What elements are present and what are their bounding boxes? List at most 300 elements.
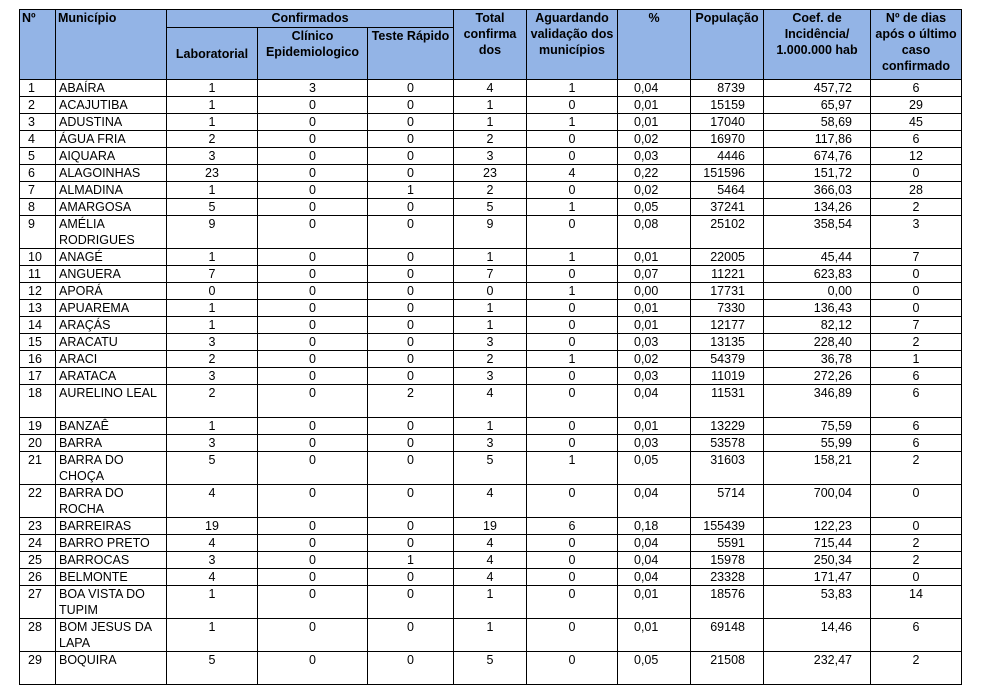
- populacao-cell: 13135: [691, 334, 764, 351]
- dias-cell: 2: [871, 199, 962, 216]
- total-cell: 1: [454, 418, 527, 435]
- aguardando-cell: 0: [527, 266, 618, 283]
- total-cell: 3: [454, 334, 527, 351]
- table-row: [20, 114, 962, 131]
- municipio-cell: AMÉLIA RODRIGUES: [56, 216, 167, 249]
- row-number: 14: [20, 317, 56, 334]
- laboratorial-cell: 3: [167, 148, 258, 165]
- dias-cell: 7: [871, 317, 962, 334]
- laboratorial-cell: 1: [167, 97, 258, 114]
- percent-cell: 0,02: [618, 131, 691, 148]
- table-row: [20, 300, 962, 317]
- clinico-cell: 0: [258, 334, 368, 351]
- header-aguardando: Aguardando validação dos municípios: [527, 10, 618, 80]
- teste-rapido-cell: 0: [368, 80, 454, 97]
- total-cell: 2: [454, 131, 527, 148]
- aguardando-cell: 0: [527, 182, 618, 199]
- laboratorial-cell: 7: [167, 266, 258, 283]
- coef-incidencia-cell: 623,83: [764, 266, 871, 283]
- clinico-cell: 0: [258, 249, 368, 266]
- total-cell: 23: [454, 165, 527, 182]
- table-row: [20, 182, 962, 199]
- percent-cell: 0,05: [618, 652, 691, 685]
- row-number: 27: [20, 586, 56, 619]
- teste-rapido-cell: 0: [368, 485, 454, 518]
- coef-incidencia-cell: 65,97: [764, 97, 871, 114]
- row-number: 29: [20, 652, 56, 685]
- teste-rapido-cell: 1: [368, 182, 454, 199]
- clinico-cell: 0: [258, 569, 368, 586]
- populacao-cell: 23328: [691, 569, 764, 586]
- municipio-cell: ACAJUTIBA: [56, 97, 167, 114]
- table-row: [20, 249, 962, 266]
- laboratorial-cell: 1: [167, 300, 258, 317]
- teste-rapido-cell: 0: [368, 266, 454, 283]
- aguardando-cell: 0: [527, 317, 618, 334]
- header-laboratorial: Laboratorial: [167, 28, 258, 80]
- header-num: Nº: [20, 10, 56, 80]
- aguardando-cell: 1: [527, 249, 618, 266]
- teste-rapido-cell: 0: [368, 148, 454, 165]
- header-clinico: Clínico Epidemiologico: [258, 28, 368, 80]
- laboratorial-cell: 2: [167, 131, 258, 148]
- row-number: 10: [20, 249, 56, 266]
- populacao-cell: 5591: [691, 535, 764, 552]
- populacao-cell: 18576: [691, 586, 764, 619]
- laboratorial-cell: 0: [167, 283, 258, 300]
- teste-rapido-cell: 0: [368, 418, 454, 435]
- teste-rapido-cell: 0: [368, 619, 454, 652]
- laboratorial-cell: 1: [167, 80, 258, 97]
- table-row: [20, 586, 962, 619]
- aguardando-cell: 0: [527, 300, 618, 317]
- municipio-cell: BOA VISTA DO TUPIM: [56, 586, 167, 619]
- percent-cell: 0,03: [618, 435, 691, 452]
- row-number: 24: [20, 535, 56, 552]
- dias-cell: 0: [871, 518, 962, 535]
- row-number: 13: [20, 300, 56, 317]
- laboratorial-cell: 4: [167, 485, 258, 518]
- percent-cell: 0,01: [618, 249, 691, 266]
- header-municipio: Município: [56, 10, 167, 80]
- teste-rapido-cell: 0: [368, 435, 454, 452]
- dias-cell: 2: [871, 452, 962, 485]
- percent-cell: 0,07: [618, 266, 691, 283]
- percent-cell: 0,05: [618, 199, 691, 216]
- clinico-cell: 0: [258, 97, 368, 114]
- coef-incidencia-cell: 58,69: [764, 114, 871, 131]
- clinico-cell: 0: [258, 283, 368, 300]
- row-number: 11: [20, 266, 56, 283]
- row-number: 16: [20, 351, 56, 368]
- coef-incidencia-cell: 228,40: [764, 334, 871, 351]
- teste-rapido-cell: 0: [368, 569, 454, 586]
- populacao-cell: 151596: [691, 165, 764, 182]
- percent-cell: 0,01: [618, 418, 691, 435]
- dias-cell: 7: [871, 249, 962, 266]
- row-number: 22: [20, 485, 56, 518]
- clinico-cell: 0: [258, 452, 368, 485]
- clinico-cell: 0: [258, 266, 368, 283]
- percent-cell: 0,04: [618, 485, 691, 518]
- dias-cell: 6: [871, 80, 962, 97]
- municipio-cell: ABAÍRA: [56, 80, 167, 97]
- clinico-cell: 0: [258, 485, 368, 518]
- teste-rapido-cell: 0: [368, 535, 454, 552]
- laboratorial-cell: 4: [167, 535, 258, 552]
- laboratorial-cell: 3: [167, 334, 258, 351]
- aguardando-cell: 0: [527, 131, 618, 148]
- municipio-cell: ALAGOINHAS: [56, 165, 167, 182]
- laboratorial-cell: 5: [167, 652, 258, 685]
- laboratorial-cell: 3: [167, 552, 258, 569]
- coef-incidencia-cell: 232,47: [764, 652, 871, 685]
- laboratorial-cell: 3: [167, 368, 258, 385]
- laboratorial-cell: 1: [167, 317, 258, 334]
- dias-cell: 3: [871, 216, 962, 249]
- laboratorial-cell: 1: [167, 586, 258, 619]
- municipio-cell: BOQUIRA: [56, 652, 167, 685]
- municipio-cell: BOM JESUS DA LAPA: [56, 619, 167, 652]
- populacao-cell: 11531: [691, 385, 764, 418]
- populacao-cell: 8739: [691, 80, 764, 97]
- row-number: 15: [20, 334, 56, 351]
- table-row: [20, 334, 962, 351]
- coef-incidencia-cell: 122,23: [764, 518, 871, 535]
- laboratorial-cell: 2: [167, 385, 258, 418]
- aguardando-cell: 0: [527, 485, 618, 518]
- coef-incidencia-cell: 158,21: [764, 452, 871, 485]
- coef-incidencia-cell: 55,99: [764, 435, 871, 452]
- populacao-cell: 15978: [691, 552, 764, 569]
- teste-rapido-cell: 1: [368, 552, 454, 569]
- laboratorial-cell: 5: [167, 452, 258, 485]
- laboratorial-cell: 23: [167, 165, 258, 182]
- row-number: 2: [20, 97, 56, 114]
- municipio-cell: AMARGOSA: [56, 199, 167, 216]
- row-number: 4: [20, 131, 56, 148]
- municipio-cell: ARAÇÁS: [56, 317, 167, 334]
- laboratorial-cell: 19: [167, 518, 258, 535]
- row-number: 9: [20, 216, 56, 249]
- dias-cell: 29: [871, 97, 962, 114]
- row-number: 17: [20, 368, 56, 385]
- aguardando-cell: 0: [527, 216, 618, 249]
- dias-cell: 45: [871, 114, 962, 131]
- clinico-cell: 0: [258, 518, 368, 535]
- coef-incidencia-cell: 134,26: [764, 199, 871, 216]
- coef-incidencia-cell: 674,76: [764, 148, 871, 165]
- coef-incidencia-cell: 457,72: [764, 80, 871, 97]
- row-number: 25: [20, 552, 56, 569]
- total-cell: 3: [454, 148, 527, 165]
- table-row: [20, 485, 962, 518]
- table-row: [20, 131, 962, 148]
- total-cell: 3: [454, 435, 527, 452]
- table-row: [20, 97, 962, 114]
- clinico-cell: 0: [258, 300, 368, 317]
- header-confirmados: Confirmados: [167, 10, 454, 28]
- dias-cell: 2: [871, 535, 962, 552]
- total-cell: 1: [454, 300, 527, 317]
- aguardando-cell: 1: [527, 114, 618, 131]
- table-row: [20, 368, 962, 385]
- populacao-cell: 53578: [691, 435, 764, 452]
- clinico-cell: 0: [258, 114, 368, 131]
- header-pct: %: [618, 10, 691, 80]
- covid-cases-table-container: [19, 9, 962, 685]
- municipio-cell: ADUSTINA: [56, 114, 167, 131]
- header-total: Total confirma dos: [454, 10, 527, 80]
- table-row: [20, 452, 962, 485]
- total-cell: 2: [454, 182, 527, 199]
- aguardando-cell: 6: [527, 518, 618, 535]
- municipio-cell: BELMONTE: [56, 569, 167, 586]
- clinico-cell: 0: [258, 165, 368, 182]
- populacao-cell: 21508: [691, 652, 764, 685]
- populacao-cell: 12177: [691, 317, 764, 334]
- teste-rapido-cell: 0: [368, 249, 454, 266]
- percent-cell: 0,01: [618, 97, 691, 114]
- aguardando-cell: 0: [527, 97, 618, 114]
- table-row: [20, 569, 962, 586]
- teste-rapido-cell: 0: [368, 165, 454, 182]
- laboratorial-cell: 1: [167, 249, 258, 266]
- populacao-cell: 25102: [691, 216, 764, 249]
- municipio-cell: ANAGÉ: [56, 249, 167, 266]
- percent-cell: 0,01: [618, 619, 691, 652]
- percent-cell: 0,02: [618, 351, 691, 368]
- municipio-cell: AURELINO LEAL: [56, 385, 167, 418]
- dias-cell: 28: [871, 182, 962, 199]
- percent-cell: 0,04: [618, 552, 691, 569]
- total-cell: 4: [454, 385, 527, 418]
- coef-incidencia-cell: 75,59: [764, 418, 871, 435]
- table-row: [20, 165, 962, 182]
- total-cell: 1: [454, 619, 527, 652]
- total-cell: 1: [454, 317, 527, 334]
- table-row: [20, 418, 962, 435]
- municipio-cell: ALMADINA: [56, 182, 167, 199]
- coef-incidencia-cell: 53,83: [764, 586, 871, 619]
- total-cell: 4: [454, 80, 527, 97]
- teste-rapido-cell: 0: [368, 518, 454, 535]
- percent-cell: 0,03: [618, 368, 691, 385]
- teste-rapido-cell: 0: [368, 586, 454, 619]
- populacao-cell: 54379: [691, 351, 764, 368]
- row-number: 8: [20, 199, 56, 216]
- row-number: 5: [20, 148, 56, 165]
- row-number: 12: [20, 283, 56, 300]
- teste-rapido-cell: 0: [368, 351, 454, 368]
- populacao-cell: 11221: [691, 266, 764, 283]
- aguardando-cell: 0: [527, 148, 618, 165]
- populacao-cell: 15159: [691, 97, 764, 114]
- aguardando-cell: 0: [527, 569, 618, 586]
- coef-incidencia-cell: 151,72: [764, 165, 871, 182]
- coef-incidencia-cell: 272,26: [764, 368, 871, 385]
- header-populacao: População: [691, 10, 764, 80]
- total-cell: 1: [454, 97, 527, 114]
- clinico-cell: 0: [258, 148, 368, 165]
- clinico-cell: 0: [258, 652, 368, 685]
- table-row: [20, 552, 962, 569]
- dias-cell: 0: [871, 266, 962, 283]
- total-cell: 5: [454, 199, 527, 216]
- aguardando-cell: 1: [527, 351, 618, 368]
- table-row: [20, 266, 962, 283]
- row-number: 26: [20, 569, 56, 586]
- table-row: [20, 518, 962, 535]
- total-cell: 0: [454, 283, 527, 300]
- row-number: 20: [20, 435, 56, 452]
- total-cell: 4: [454, 485, 527, 518]
- aguardando-cell: 4: [527, 165, 618, 182]
- laboratorial-cell: 1: [167, 182, 258, 199]
- populacao-cell: 5714: [691, 485, 764, 518]
- percent-cell: 0,02: [618, 182, 691, 199]
- dias-cell: 6: [871, 368, 962, 385]
- clinico-cell: 3: [258, 80, 368, 97]
- teste-rapido-cell: 0: [368, 131, 454, 148]
- municipio-cell: APORÁ: [56, 283, 167, 300]
- teste-rapido-cell: 0: [368, 216, 454, 249]
- populacao-cell: 16970: [691, 131, 764, 148]
- total-cell: 19: [454, 518, 527, 535]
- table-row: [20, 535, 962, 552]
- populacao-cell: 5464: [691, 182, 764, 199]
- populacao-cell: 31603: [691, 452, 764, 485]
- percent-cell: 0,01: [618, 300, 691, 317]
- coef-incidencia-cell: 82,12: [764, 317, 871, 334]
- aguardando-cell: 0: [527, 586, 618, 619]
- table-row: [20, 80, 962, 97]
- laboratorial-cell: 1: [167, 114, 258, 131]
- header-teste-rapido: Teste Rápido: [368, 28, 454, 80]
- laboratorial-cell: 4: [167, 569, 258, 586]
- coef-incidencia-cell: 0,00: [764, 283, 871, 300]
- teste-rapido-cell: 0: [368, 97, 454, 114]
- table-row: [20, 317, 962, 334]
- table-row: [20, 148, 962, 165]
- coef-incidencia-cell: 36,78: [764, 351, 871, 368]
- percent-cell: 0,04: [618, 80, 691, 97]
- total-cell: 9: [454, 216, 527, 249]
- dias-cell: 2: [871, 334, 962, 351]
- dias-cell: 0: [871, 300, 962, 317]
- teste-rapido-cell: 2: [368, 385, 454, 418]
- table-row: [20, 216, 962, 249]
- municipio-cell: BARRA: [56, 435, 167, 452]
- dias-cell: 0: [871, 165, 962, 182]
- dias-cell: 6: [871, 131, 962, 148]
- clinico-cell: 0: [258, 199, 368, 216]
- teste-rapido-cell: 0: [368, 652, 454, 685]
- coef-incidencia-cell: 366,03: [764, 182, 871, 199]
- municipio-cell: APUAREMA: [56, 300, 167, 317]
- laboratorial-cell: 9: [167, 216, 258, 249]
- table-row: [20, 199, 962, 216]
- clinico-cell: 0: [258, 368, 368, 385]
- teste-rapido-cell: 0: [368, 283, 454, 300]
- percent-cell: 0,08: [618, 216, 691, 249]
- clinico-cell: 0: [258, 216, 368, 249]
- dias-cell: 1: [871, 351, 962, 368]
- clinico-cell: 0: [258, 418, 368, 435]
- municipio-cell: BARRA DO ROCHA: [56, 485, 167, 518]
- populacao-cell: 37241: [691, 199, 764, 216]
- table-row: [20, 652, 962, 685]
- total-cell: 4: [454, 535, 527, 552]
- total-cell: 5: [454, 452, 527, 485]
- dias-cell: 0: [871, 569, 962, 586]
- total-cell: 7: [454, 266, 527, 283]
- percent-cell: 0,01: [618, 317, 691, 334]
- header-dias: Nº de dias após o último caso confirmado: [871, 10, 962, 80]
- table-body: [20, 80, 962, 685]
- percent-cell: 0,01: [618, 586, 691, 619]
- clinico-cell: 0: [258, 535, 368, 552]
- populacao-cell: 17040: [691, 114, 764, 131]
- clinico-cell: 0: [258, 131, 368, 148]
- populacao-cell: 17731: [691, 283, 764, 300]
- row-number: 19: [20, 418, 56, 435]
- laboratorial-cell: 5: [167, 199, 258, 216]
- coef-incidencia-cell: 136,43: [764, 300, 871, 317]
- populacao-cell: 69148: [691, 619, 764, 652]
- populacao-cell: 22005: [691, 249, 764, 266]
- aguardando-cell: 0: [527, 368, 618, 385]
- teste-rapido-cell: 0: [368, 368, 454, 385]
- teste-rapido-cell: 0: [368, 114, 454, 131]
- row-number: 1: [20, 80, 56, 97]
- clinico-cell: 0: [258, 317, 368, 334]
- teste-rapido-cell: 0: [368, 199, 454, 216]
- laboratorial-cell: 3: [167, 435, 258, 452]
- clinico-cell: 0: [258, 619, 368, 652]
- municipio-cell: BARRO PRETO: [56, 535, 167, 552]
- populacao-cell: 155439: [691, 518, 764, 535]
- percent-cell: 0,01: [618, 114, 691, 131]
- total-cell: 4: [454, 552, 527, 569]
- table-row: [20, 283, 962, 300]
- total-cell: 1: [454, 249, 527, 266]
- percent-cell: 0,04: [618, 569, 691, 586]
- clinico-cell: 0: [258, 435, 368, 452]
- municipio-cell: BARREIRAS: [56, 518, 167, 535]
- percent-cell: 0,03: [618, 148, 691, 165]
- coef-incidencia-cell: 358,54: [764, 216, 871, 249]
- percent-cell: 0,05: [618, 452, 691, 485]
- municipio-cell: BARRA DO CHOÇA: [56, 452, 167, 485]
- aguardando-cell: 0: [527, 619, 618, 652]
- aguardando-cell: 0: [527, 435, 618, 452]
- coef-incidencia-cell: 715,44: [764, 535, 871, 552]
- dias-cell: 6: [871, 619, 962, 652]
- percent-cell: 0,18: [618, 518, 691, 535]
- clinico-cell: 0: [258, 385, 368, 418]
- table-row: [20, 435, 962, 452]
- total-cell: 2: [454, 351, 527, 368]
- header-coef: Coef. de Incidência/ 1.000.000 hab: [764, 10, 871, 80]
- clinico-cell: 0: [258, 586, 368, 619]
- percent-cell: 0,00: [618, 283, 691, 300]
- percent-cell: 0,04: [618, 385, 691, 418]
- municipio-cell: ARACATU: [56, 334, 167, 351]
- aguardando-cell: 0: [527, 418, 618, 435]
- teste-rapido-cell: 0: [368, 452, 454, 485]
- row-number: 23: [20, 518, 56, 535]
